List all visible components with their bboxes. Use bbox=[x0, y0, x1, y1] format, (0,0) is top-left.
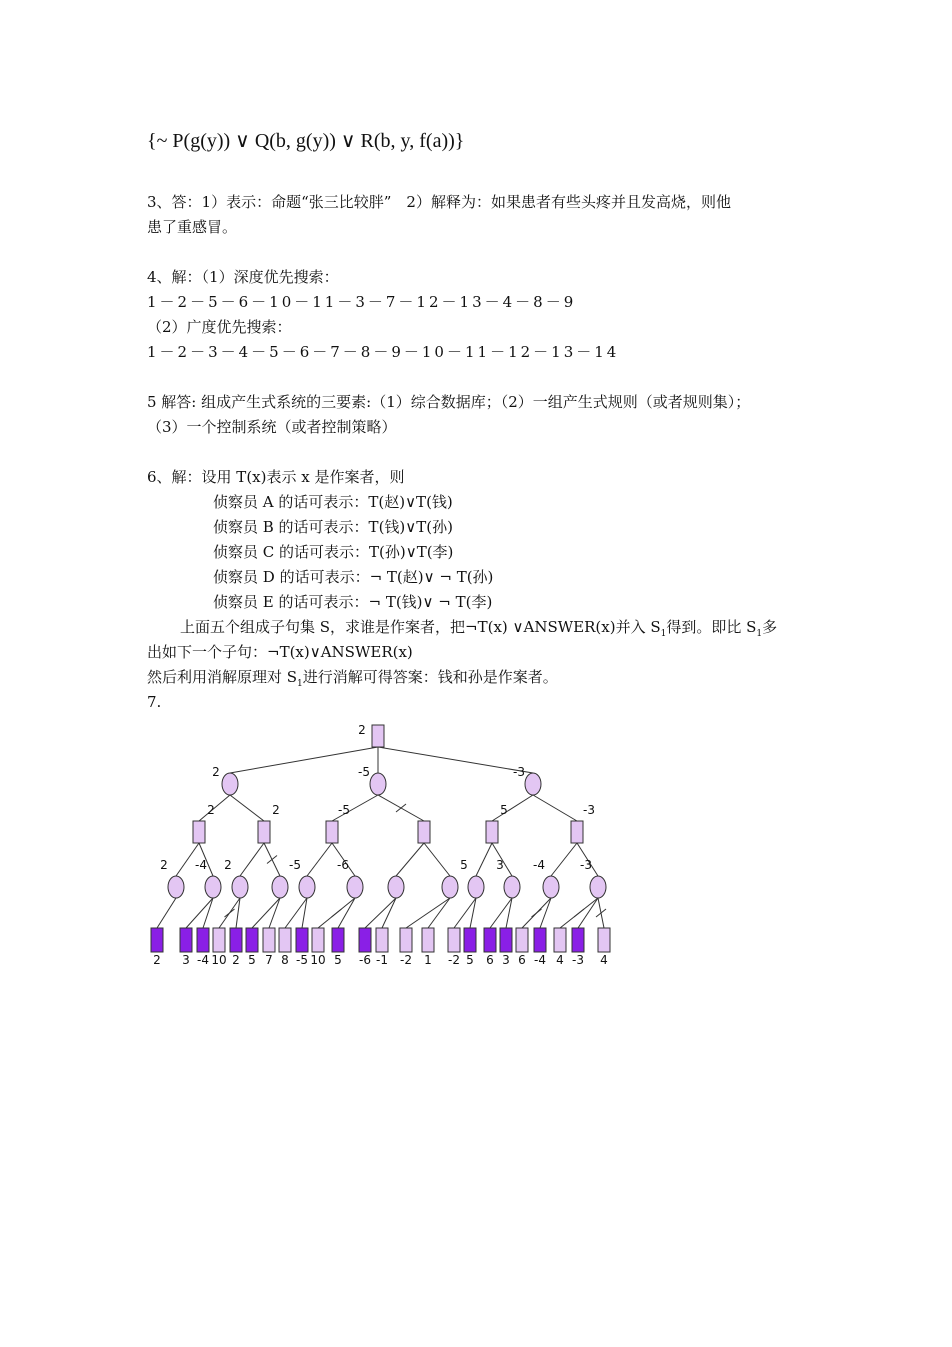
min-node-value: 2 bbox=[160, 858, 168, 872]
cut-mark bbox=[225, 909, 235, 917]
q5-answer-line1: 5 解答: 组成产生式系统的三要素:（1）综合数据库；（2）一组产生式规则（或者规则集）； bbox=[147, 393, 751, 411]
leaf-value-label: 4 bbox=[600, 953, 608, 967]
q3-answer-line1: 3、答：1）表示：命题“张三比较胖” 2）解释为：如果患者有些头疼并且发高烧，则他 bbox=[147, 193, 731, 211]
leaf-node bbox=[359, 928, 371, 952]
leaf-value-label: 5 bbox=[466, 953, 474, 967]
leaf-node bbox=[332, 928, 344, 952]
q6-detective-b: 侦察员 B 的话可表示：T(钱)∨T(孙) bbox=[213, 518, 453, 536]
game-tree-diagram bbox=[140, 716, 620, 976]
leaf-node bbox=[180, 928, 192, 952]
q3-answer-line2: 患了重感冒。 bbox=[147, 218, 238, 236]
min-node bbox=[442, 876, 458, 898]
leaf-node bbox=[422, 928, 434, 952]
q6-detective-e: 侦察员 E 的话可表示：¬ T(钱)∨ ¬ T(李) bbox=[213, 593, 493, 611]
leaf-value-label: 5 bbox=[248, 953, 256, 967]
leaf-value-label: -2 bbox=[448, 953, 460, 967]
q5-answer-line2: （3）一个控制系统（或者控制策略） bbox=[147, 418, 397, 436]
tree-edge bbox=[186, 898, 213, 928]
tree-edge bbox=[551, 843, 577, 876]
tree-edge bbox=[338, 898, 355, 928]
q6-detective-d: 侦察员 D 的话可表示：¬ T(赵)∨ ¬ T(孙) bbox=[213, 568, 494, 586]
leaf-node bbox=[534, 928, 546, 952]
cut-mark bbox=[596, 909, 606, 917]
min-node bbox=[168, 876, 184, 898]
min-node bbox=[299, 876, 315, 898]
leaf-value-label: 6 bbox=[486, 953, 494, 967]
leaf-value-label: 2 bbox=[153, 953, 161, 967]
min-node bbox=[504, 876, 520, 898]
max-node bbox=[326, 821, 338, 843]
leaf-node bbox=[246, 928, 258, 952]
tree-edge bbox=[269, 898, 280, 928]
tree-edge bbox=[302, 898, 307, 928]
leaf-node bbox=[464, 928, 476, 952]
q6-detective-a: 侦察员 A 的话可表示：T(赵)∨T(钱) bbox=[213, 493, 453, 511]
max-node bbox=[193, 821, 205, 843]
leaf-value-label: -4 bbox=[197, 953, 209, 967]
min-node bbox=[388, 876, 404, 898]
leaf-value-label: 10 bbox=[310, 953, 326, 967]
cut-mark bbox=[332, 909, 342, 917]
q6-paragraph2: 出如下一个子句：¬T(x)∨ANSWER(x) bbox=[147, 643, 413, 661]
leaf-node bbox=[400, 928, 412, 952]
tree-edge bbox=[533, 795, 577, 821]
tree-edge bbox=[378, 747, 533, 773]
leaf-value-label: 7 bbox=[265, 953, 273, 967]
clause-formula: {~ P(g(y)) ∨ Q(b, g(y)) ∨ R(b, y, f(a))} bbox=[147, 130, 465, 152]
tree-edge bbox=[230, 747, 378, 773]
tree-edge bbox=[307, 843, 332, 876]
max-node bbox=[258, 821, 270, 843]
leaf-node bbox=[554, 928, 566, 952]
tree-edge bbox=[157, 898, 176, 928]
tree-edge bbox=[578, 898, 598, 928]
max-node bbox=[418, 821, 430, 843]
min-node bbox=[347, 876, 363, 898]
tree-edge bbox=[382, 898, 396, 928]
max-node-value: -5 bbox=[338, 803, 350, 817]
leaf-node bbox=[197, 928, 209, 952]
leaf-value-label: 1 bbox=[424, 953, 432, 967]
min-node bbox=[590, 876, 606, 898]
leaf-node bbox=[516, 928, 528, 952]
tree-edge bbox=[492, 795, 533, 821]
q4-bfs-sequence: 1－2－3－4－5－6－7－8－9－10－11－12－13－14 bbox=[147, 343, 620, 361]
max-node-value: 2 bbox=[272, 803, 280, 817]
q4-bfs-heading: （2）广度优先搜索： bbox=[147, 318, 292, 336]
leaf-node bbox=[484, 928, 496, 952]
leaf-value-label: -1 bbox=[376, 953, 388, 967]
leaf-node bbox=[213, 928, 225, 952]
leaf-node bbox=[598, 928, 610, 952]
min-node bbox=[222, 773, 238, 795]
max-node bbox=[486, 821, 498, 843]
leaf-value-label: 6 bbox=[518, 953, 526, 967]
leaf-value-label: -3 bbox=[572, 953, 584, 967]
leaf-node bbox=[230, 928, 242, 952]
q6-paragraph1: 上面五个组成子句集 S，求谁是作案者，把¬T(x) ∨ANSWER(x)并入 $S_1$得到。即比 $S_1$多 bbox=[180, 618, 778, 639]
leaf-node bbox=[500, 928, 512, 952]
q4-dfs-sequence: 1－2－5－6－10－11－3－7－12－13－4－8－9 bbox=[147, 293, 577, 311]
leaf-node bbox=[448, 928, 460, 952]
leaf-value-label: 5 bbox=[334, 953, 342, 967]
leaf-node bbox=[279, 928, 291, 952]
tree-edge bbox=[428, 898, 450, 928]
leaf-value-label: 2 bbox=[232, 953, 240, 967]
q7-heading: 7. bbox=[147, 693, 162, 711]
tree-edge bbox=[203, 898, 213, 928]
root-value-label: 2 bbox=[358, 723, 366, 737]
tree-edge bbox=[424, 843, 450, 876]
min-node-value: -4 bbox=[195, 858, 207, 872]
cut-mark bbox=[396, 804, 406, 812]
q6-paragraph3: 然后利用消解原理对 $S_1$进行消解可得答案：钱和孙是作案者。 bbox=[147, 668, 558, 689]
leaf-node bbox=[572, 928, 584, 952]
tree-edge bbox=[230, 795, 264, 821]
leaf-value-label: 3 bbox=[502, 953, 510, 967]
min-node-value: -3 bbox=[513, 765, 525, 779]
min-node bbox=[543, 876, 559, 898]
tree-edge bbox=[365, 898, 396, 928]
max-node-value: -3 bbox=[583, 803, 595, 817]
leaf-value-label: -5 bbox=[296, 953, 308, 967]
min-node-value: 2 bbox=[212, 765, 220, 779]
leaf-value-label: 10 bbox=[211, 953, 227, 967]
q6-heading: 6、解：设用 T(x)表示 x 是作案者，则 bbox=[147, 468, 405, 486]
tree-edge bbox=[406, 898, 450, 928]
min-node-value: -3 bbox=[580, 858, 592, 872]
leaf-value-label: -2 bbox=[400, 953, 412, 967]
min-node bbox=[205, 876, 221, 898]
leaf-value-label: -6 bbox=[359, 953, 371, 967]
min-node-value: 5 bbox=[460, 858, 468, 872]
leaf-node bbox=[376, 928, 388, 952]
tree-edge bbox=[540, 898, 551, 928]
leaf-value-label: 8 bbox=[281, 953, 289, 967]
tree-edge bbox=[252, 898, 280, 928]
min-node-value: 3 bbox=[496, 858, 504, 872]
root-max-node bbox=[372, 725, 384, 747]
leaf-node bbox=[263, 928, 275, 952]
min-node bbox=[370, 773, 386, 795]
leaf-value-label: 4 bbox=[556, 953, 564, 967]
min-node-value: -5 bbox=[358, 765, 370, 779]
min-node-value: 2 bbox=[224, 858, 232, 872]
cut-mark bbox=[574, 909, 584, 917]
q6-detective-c: 侦察员 C 的话可表示：T(孙)∨T(李) bbox=[213, 543, 454, 561]
leaf-value-label: 3 bbox=[182, 953, 190, 967]
cut-mark bbox=[532, 909, 542, 917]
min-node bbox=[272, 876, 288, 898]
min-node bbox=[468, 876, 484, 898]
leaf-node bbox=[312, 928, 324, 952]
max-node-value: 5 bbox=[500, 803, 508, 817]
min-node bbox=[232, 876, 248, 898]
q4-heading: 4、解：（1）深度优先搜索： bbox=[147, 268, 339, 286]
cut-mark bbox=[267, 856, 277, 864]
leaf-node bbox=[296, 928, 308, 952]
min-node-value: -4 bbox=[533, 858, 545, 872]
min-node bbox=[525, 773, 541, 795]
tree-edge bbox=[285, 898, 307, 928]
tree-edge bbox=[396, 843, 424, 876]
max-node-value: 2 bbox=[207, 803, 215, 817]
tree-edge bbox=[476, 843, 492, 876]
leaf-node bbox=[151, 928, 163, 952]
min-node-value: -6 bbox=[337, 858, 349, 872]
leaf-value-label: -4 bbox=[534, 953, 546, 967]
max-node bbox=[571, 821, 583, 843]
tree-edge bbox=[240, 843, 264, 876]
min-node-value: -5 bbox=[289, 858, 301, 872]
